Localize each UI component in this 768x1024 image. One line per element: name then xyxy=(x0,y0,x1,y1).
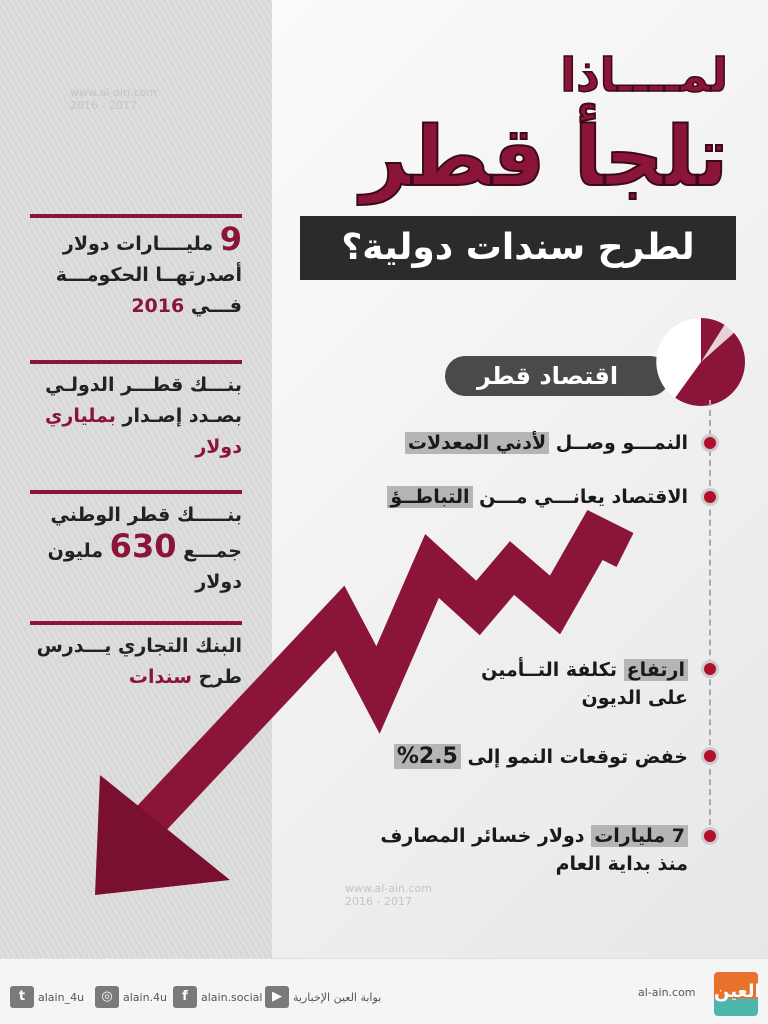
fact-highlight: 2016 xyxy=(131,295,185,317)
fact-number: 630 xyxy=(109,527,177,565)
timeline-dot xyxy=(701,434,719,452)
item-text: على الديون xyxy=(581,687,688,709)
site-url: al-ain.com xyxy=(638,986,696,999)
twitter-link[interactable] xyxy=(10,986,84,1008)
economy-item xyxy=(405,429,688,457)
fact-highlight: بملياري xyxy=(45,405,116,427)
al-ain-logo xyxy=(714,972,761,1016)
facebook-icon: f xyxy=(173,986,197,1008)
instagram-link[interactable] xyxy=(95,986,167,1008)
fact-text: أصدرتهــا الحكومـــة xyxy=(55,264,242,286)
fact-text: دولار xyxy=(195,571,242,593)
fact-text: دولار xyxy=(195,436,242,458)
item-text: الاقتصاد يعانـــي مـــن xyxy=(479,486,688,508)
item-highlight: ارتفاع xyxy=(624,659,688,681)
timeline-dot xyxy=(701,660,719,678)
section-title: اقتصاد قطر xyxy=(445,356,670,396)
item-text: تكلفة التــأمين xyxy=(481,659,617,681)
watermark-years: 2016 - 2017 xyxy=(70,99,137,112)
item-text: خفض توقعات النمو إلى xyxy=(467,746,688,768)
fact-number: 9 xyxy=(219,220,242,258)
instagram-icon: ◎ xyxy=(95,986,119,1008)
qatar-flag-pie-icon xyxy=(655,316,747,408)
timeline-line xyxy=(709,400,711,845)
item-text: منذ بداية العام xyxy=(555,853,688,875)
twitter-handle: alain_4u xyxy=(38,990,85,1004)
watermark-years: 2016 - 2017 xyxy=(345,895,412,908)
title-line1: لمــــاذا xyxy=(560,48,728,102)
economy-item xyxy=(380,822,688,878)
item-highlight: لأدني المعدلات xyxy=(405,432,549,454)
title-line3: لطرح سندات دولية؟ xyxy=(300,216,736,280)
facebook-handle: alain.social xyxy=(201,990,263,1004)
footer xyxy=(0,958,768,1024)
fact-text: طرح xyxy=(198,666,242,688)
item-text: دولار خسائر المصارف xyxy=(380,825,585,847)
fact-text: جمـــع xyxy=(183,540,242,562)
instagram-handle: alain.4u xyxy=(123,990,168,1004)
title-line2: تلجأ قطر xyxy=(360,110,728,205)
fact-text: مليون xyxy=(47,540,104,562)
site-link[interactable] xyxy=(638,986,696,999)
fact-text: البنك التجاري يـــدرس xyxy=(36,635,242,657)
fact-text: بصـدد إصـدار xyxy=(122,405,242,427)
economy-item xyxy=(394,743,688,771)
fact-text: بنـــك قطـــر الدولـي xyxy=(45,374,242,396)
youtube-icon: ▶ xyxy=(265,986,289,1008)
youtube-link[interactable] xyxy=(265,986,381,1008)
item-highlight: 7 مليارات xyxy=(591,825,688,847)
fact-text: بنـــــك قطر الوطني xyxy=(50,504,242,526)
watermark-site: www.al-ain.com xyxy=(70,86,158,99)
economy-item xyxy=(387,483,688,511)
fact-text: مليــــارات دولار xyxy=(62,233,214,255)
logo-text: العين xyxy=(714,981,761,1002)
timeline-dot xyxy=(701,827,719,845)
fact-text: فـــي xyxy=(190,295,242,317)
timeline-dot xyxy=(701,488,719,506)
item-highlight: التباطــؤ xyxy=(387,486,472,508)
watermark-site: www.al-ain.com xyxy=(345,882,433,895)
facebook-link[interactable] xyxy=(173,986,262,1008)
item-highlight: 2.5% xyxy=(394,744,461,769)
economy-item xyxy=(481,656,688,712)
twitter-icon: t xyxy=(10,986,34,1008)
timeline-dot xyxy=(701,747,719,765)
youtube-channel: بوابة العين الإخبارية xyxy=(293,990,382,1004)
fact-highlight: سندات xyxy=(128,666,192,688)
item-text: النمـــو وصــل xyxy=(555,432,688,454)
